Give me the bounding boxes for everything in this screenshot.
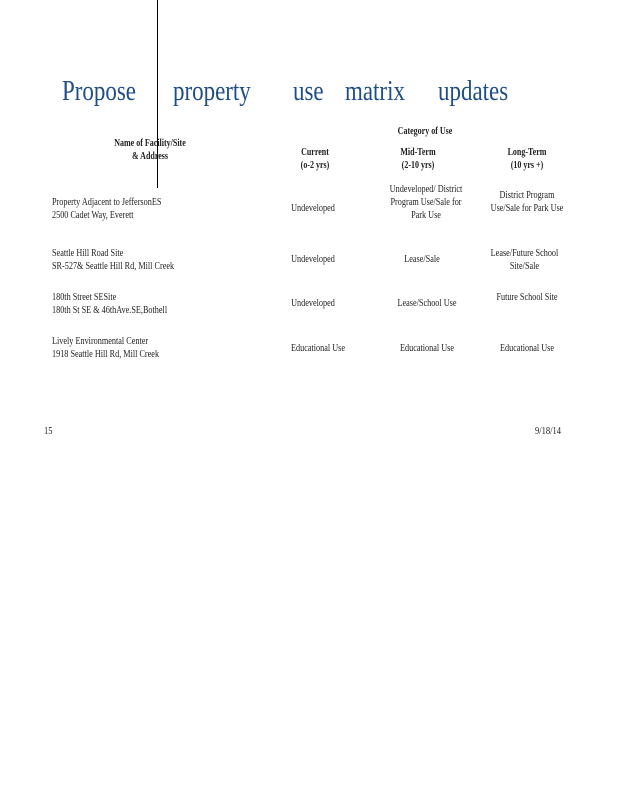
row-long: Educational Use <box>500 343 554 354</box>
row-address: 2500 Cadet Way, Everett <box>52 210 134 221</box>
row-name: Seattle Hill Road Site <box>52 248 124 259</box>
row-mid: Lease/School Use <box>397 298 457 309</box>
row-long: Lease/Future School Site/Sale <box>490 248 559 272</box>
title-word: Propose <box>62 76 136 107</box>
row-long: Future School Site <box>496 292 558 303</box>
title-word: property <box>173 76 251 107</box>
row-current: Undeveloped <box>291 203 335 214</box>
row-mid: Educational Use <box>400 343 454 354</box>
title-word: updates <box>438 76 509 107</box>
row-address: SR-527& Seattle Hill Rd, Mill Creek <box>52 261 175 272</box>
header-current-sub: (o-2 yrs) <box>300 160 330 171</box>
header-long-sub: (10 yrs +) <box>510 160 544 171</box>
page-title <box>0 76 618 116</box>
header-name: Name of Facility/Site <box>114 138 186 149</box>
row-name: Lively Environmental Center <box>52 336 149 347</box>
row-current: Undeveloped <box>291 298 335 309</box>
header-category: Category of Use <box>397 126 453 137</box>
row-name: Property Adjacent to JeffersonES <box>52 197 162 208</box>
header-mid: Mid-Term <box>400 147 436 158</box>
header-current: Current <box>301 147 329 158</box>
header-long: Long-Term <box>507 147 547 158</box>
header-address: & Address <box>131 151 169 162</box>
page-number: 15 <box>44 426 53 437</box>
row-mid: Lease/Sale <box>404 254 440 265</box>
row-mid: Undeveloped/ District Program Use/Sale for Park Use <box>389 184 463 221</box>
title-word: use <box>293 76 324 107</box>
header-mid-sub: (2-10 yrs) <box>401 160 435 171</box>
row-address: 180th St SE & 46thAve.SE,Bothell <box>52 305 168 316</box>
row-current: Educational Use <box>291 343 345 354</box>
row-name: 180th Street SESite <box>52 292 117 303</box>
row-current: Undeveloped <box>291 254 335 265</box>
footer-date: 9/18/14 <box>535 426 561 437</box>
row-long: District Program Use/Sale for Park Use <box>490 190 564 214</box>
row-address: 1918 Seattle Hill Rd, Mill Creek <box>52 349 160 360</box>
title-word: matrix <box>345 76 405 107</box>
